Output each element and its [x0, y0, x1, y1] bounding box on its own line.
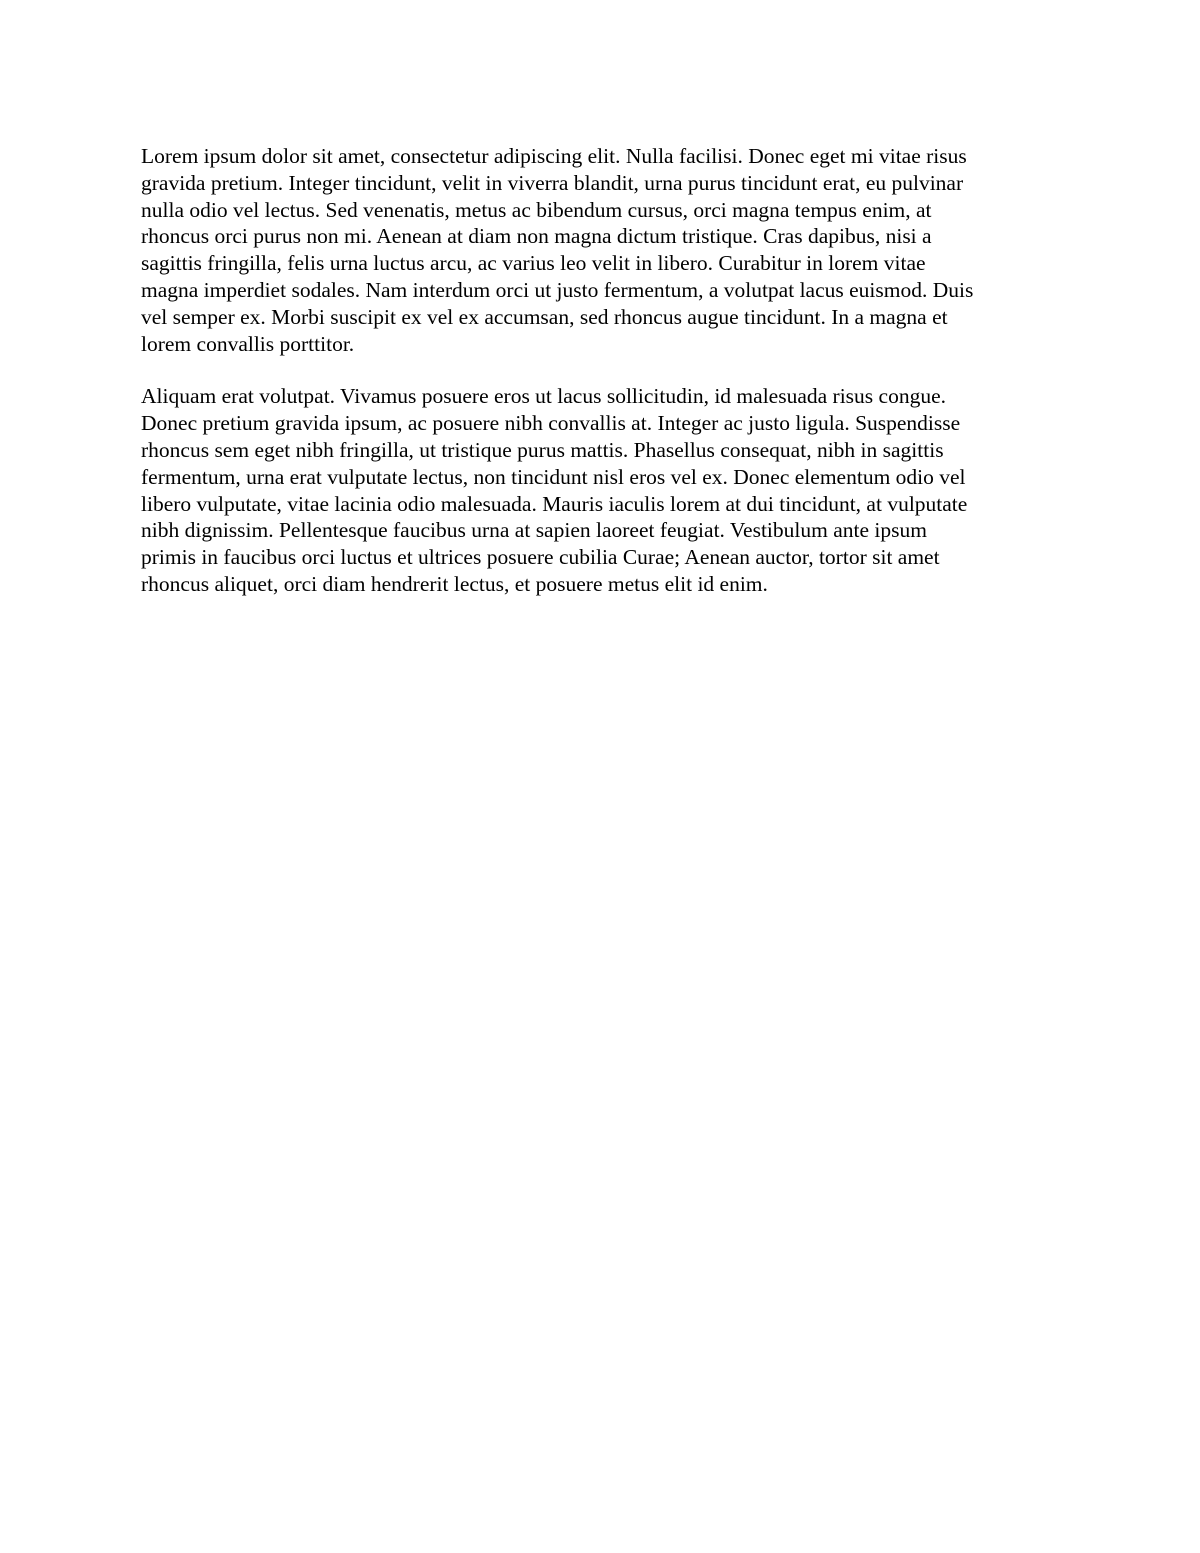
text-line: nibh dignissim. Pellentesque faucibus urna at sapien laoreet feugiat. Vestibulum ante ipsum: [141, 518, 927, 543]
text-line: lorem convallis porttitor.: [141, 331, 355, 356]
text-line: sagittis fringilla, felis urna luctus arcu, ac varius leo velit in libero. Curabitur in lorem vitae: [141, 251, 926, 276]
text-line: Donec pretium gravida ipsum, ac posuere nibh convallis at. Integer ac justo ligula. Suspendisse: [141, 411, 961, 436]
text-line: Lorem ipsum dolor sit amet, consectetur adipiscing elit. Nulla facilisi. Donec eget mi vitae risus: [141, 144, 967, 168]
text-line: nulla odio vel lectus. Sed venenatis, metus ac bibendum cursus, orci magna tempus enim, at: [141, 197, 932, 222]
text-line: rhoncus orci purus non mi. Aenean at diam non magna dictum tristique. Cras dapibus, nisi a: [141, 224, 932, 249]
paragraph-2: [141, 383, 1061, 597]
text-line: magna imperdiet sodales. Nam interdum orci ut justo fermentum, a volutpat lacus euismod. Duis: [141, 277, 974, 302]
text-line: vel semper ex. Morbi suscipit ex vel ex accumsan, sed rhoncus augue tincidunt. In a magna et: [141, 304, 948, 329]
text-line: Aliquam erat volutpat. Vivamus posuere eros ut lacus sollicitudin, id malesuada risus congue.: [141, 384, 946, 409]
document-body: [141, 143, 1061, 598]
text-line: fermentum, urna erat vulputate lectus, non tincidunt nisl eros vel ex. Donec elementum odio vel: [141, 464, 966, 489]
text-line: primis in faucibus orci luctus et ultrices posuere cubilia Curae; Aenean auctor, tortor sit amet: [141, 545, 940, 570]
text-line: rhoncus aliquet, orci diam hendrerit lectus, et posuere metus elit id enim.: [141, 571, 768, 596]
text-line: rhoncus sem eget nibh fringilla, ut tristique purus mattis. Phasellus consequat, nibh in sagittis: [141, 437, 944, 462]
paragraph-1: [141, 143, 1061, 357]
text-line: gravida pretium. Integer tincidunt, velit in viverra blandit, urna purus tincidunt erat, eu pulvinar: [141, 170, 964, 195]
text-line: libero vulputate, vitae lacinia odio malesuada. Mauris iaculis lorem at dui tincidunt, at vulputate: [141, 491, 968, 516]
